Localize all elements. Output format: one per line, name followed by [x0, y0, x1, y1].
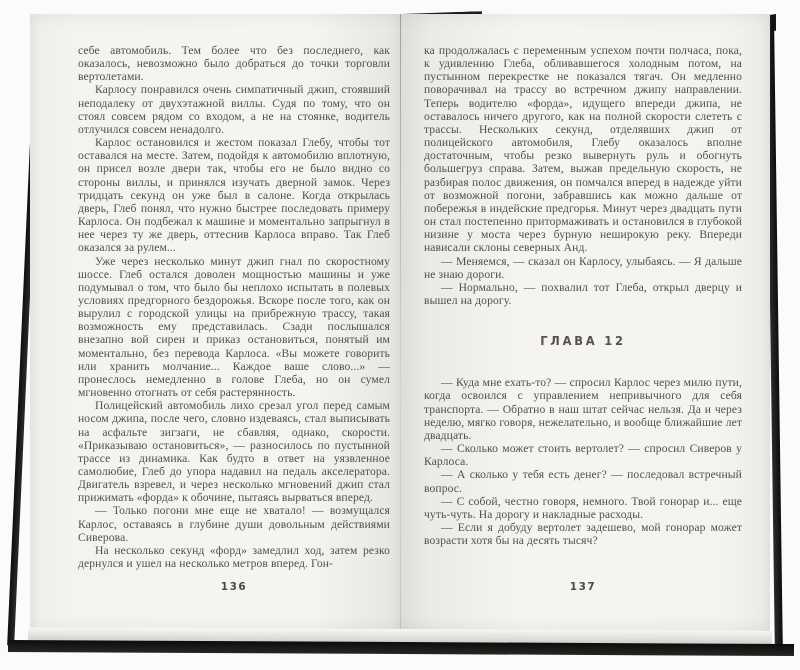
- paragraph: — Куда мне ехать-то? — спросил Карлос через милю пути, когда освоился с управлением непривычного для себя транспорта. — Обратно в наш штат сейчас нельзя. Да и через неделю, мягко говоря, нежелательно, и вообще ближайшие лет двадцать.: [424, 376, 742, 442]
- paragraph: — Нормально, — похвалил тот Глеба, открыл дверцу и вышел на дорогу.: [424, 280, 742, 307]
- paragraph: На несколько секунд «форд» замедлил ход, затем резко дернулся и ушел на несколько метров вперед. Гон-: [78, 543, 390, 571]
- paragraph: — Только погони мне еще не хватало! — возмущался Карлос, оставаясь в глубине души довольным действиями Сиверова.: [78, 504, 390, 544]
- paragraph: — Если я добуду вертолет задешево, мой гонорар может возрасти хотя бы на десять тысяч?: [424, 521, 742, 548]
- open-book-spread: [30, 14, 770, 634]
- paragraph: Карлос остановился и жестом показал Глебу, чтобы тот оставался на месте. Затем, подойдя к автомобилю вплотную, он присел возле двери так, чтобы его не было видно со стороны виллы, и принялся изучать дверной замок. Через тридцать секунд он уже был в салоне. Когда открылась дверь, Глеб понял, что нужно быстрее последовать примеру Карлоса. Он подбежал к машине и моментально запрыгнул в нее через ту же дверь, оттеснив Карлоса вправо. Так Глеб оказался за рулем...: [78, 136, 390, 255]
- right-page-text-bottom: [424, 376, 742, 547]
- paragraph: ка продолжалась с переменным успехом почти полчаса, пока, к удивлению Глеба, обливавшегося холодным потом, на пустынном перекрестке не показался тягач. Он медленно поворачивал на трассу во встречном джипу направлении. Теперь водителю «форда», идущего впереди джипа, не оставалось ничего другого, как на полной скорости слететь с трассы. Нескольких секунд, отделявших джип от полицейского автомобиля, Глебу оказалось вполне достаточным, чтобы резко вывернуть руль и обогнуть большегруз справа. Затем, выжав предельную скорость, не разбирая полос движения, он помчался вперед в надежде уйти от возможной погони, забравшись как можно дальше от побережья в индейские предгорья. Минут через двадцать пути он стал постепенно притормаживать и остановился в глубокой низине у моста через бурную неширокую реку. Впереди нависали склоны северных Анд.: [424, 44, 742, 255]
- page-number-left: 136: [220, 581, 248, 593]
- chapter-heading: ГЛАВА 12: [540, 333, 626, 349]
- paragraph: Уже через несколько минут джип гнал по скоростному шоссе. Глеб остался доволен мощностью машины и уже подумывал о том, что было бы неплохо испытать в полевых условиях предгорного бездорожья. Вскоре после того, как он вырулил с городской улицы на прибрежную трассу, такая возможность ему представилась. Сзади послышался внезапно вой сирен и приказ остановиться, понятый им моментально, без перевода Карлоса. «Вы можете говорить или хранить молчание... Каждое ваше слово...» — пронеслось немедленно в голове Глеба, но он сумел мгновенно отогнать от себя растерянность.: [78, 254, 390, 400]
- page-number-right: 137: [569, 581, 597, 593]
- paragraph: — Сколько может стоить вертолет? — спросил Сиверов у Карлоса.: [424, 442, 742, 469]
- paragraph: Карлосу понравился очень симпатичный джип, стоявший неподалеку от двухэтажной виллы. Судя по тому, что он стоял совсем рядом со входом, а не на стоянке, водитель отлучился совсем ненадолго.: [78, 83, 390, 136]
- right-page-text-top: [424, 44, 742, 307]
- left-page-text: [78, 44, 390, 570]
- paragraph: — А сколько у тебя есть денег? — последовал встречный вопрос.: [424, 468, 742, 495]
- paragraph: — Меняемся, — сказал он Карлосу, улыбаясь. — Я дальше не знаю дороги.: [424, 254, 742, 281]
- book-gutter-shadow: [400, 14, 401, 634]
- right-page-text: [424, 44, 742, 547]
- paragraph: — С собой, честно говоря, немного. Твой гонорар и... еще чуть-чуть. На дорогу и накладные расходы.: [424, 494, 742, 521]
- paragraph: Полицейский автомобиль лихо срезал угол перед самым носом джипа, после чего, словно издеваясь, стал выписывать на асфальте зигзаги, не сбавляя, однако, скорости. «Приказываю остановиться», — разносилось по пустынной трассе из динамика. Как будто в ответ на уязвленное самолюбие, Глеб до упора надавил на педаль акселератора. Двигатель взревел, и через несколько мгновений джип стал прижимать «форда» к обочине, пытаясь вырваться вперед.: [78, 399, 390, 505]
- paragraph: себе автомобиль. Тем более что без последнего, как оказалось, невозможно было добраться до точки торговли вертолетами.: [78, 44, 390, 84]
